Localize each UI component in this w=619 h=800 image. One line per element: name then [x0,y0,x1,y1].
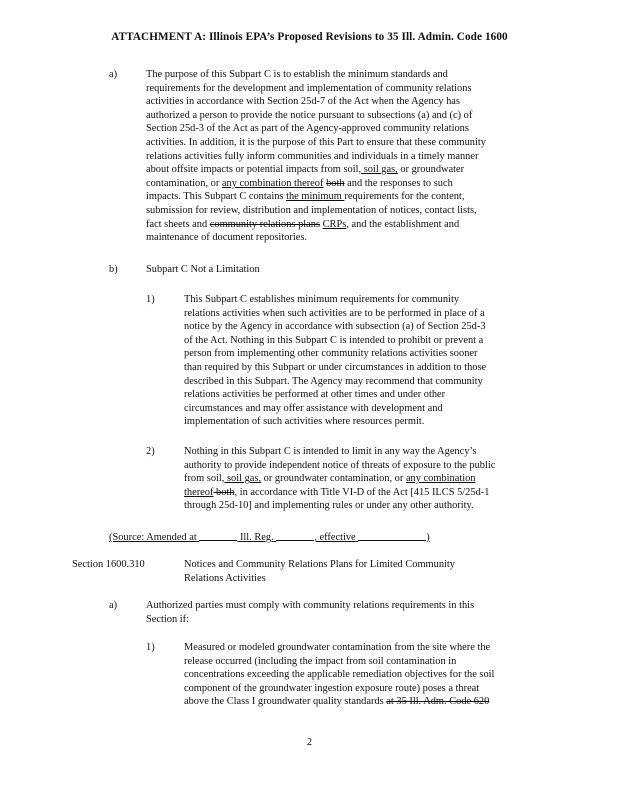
text-line: release occurred (including the impact from soil contamination in [184,655,457,667]
section-a-label: a) [109,600,118,611]
text-line: Nothing in this Subpart C is intended to limit in any way the Agency’s [184,446,477,457]
section-a1-label: 1) [146,642,155,653]
text-line: implementation of such activities where resources permit. [184,416,425,428]
text-line: relations activities be performed at other times and under other [184,389,446,401]
para-a [146,68,486,245]
para-b1-label: 1) [146,294,155,305]
text-line: The purpose of this Subpart C is to establish the minimum standards and [146,69,448,80]
para-b-label: b) [109,264,118,275]
deleted-text: both [326,177,345,189]
section-number: Section 1600.310 [72,559,145,570]
text-line: of the Act. Nothing in this Subpart C is intended to prohibit or prevent a [184,334,484,346]
text-line: This Subpart C establishes minimum requirements for community [184,294,460,305]
para-b1 [184,293,486,429]
text-line: circumstances and may offer assistance with development and [184,402,443,414]
text-line: Relations Activities [184,572,266,584]
text-line: relations activities when such activities are to be performed in place of a [184,307,485,319]
inserted-text: CRPs [322,218,347,230]
text-line: described in this Subpart. The Agency may recommend that community [184,375,483,387]
text-line: component of the groundwater ingestion exposure route) poses a threat [184,682,480,694]
text-line: relations activities fully inform communities and individuals in a timely manner [146,150,479,162]
text-line: Section 25d-3 of the Act as part of the Agency-approved community relations [146,123,469,135]
text-line: contamination, or any combination thereof both and the responses to such [146,177,453,189]
text-line: Measured or modeled groundwater contamination from the site where the [184,642,491,653]
text-line: Section if: [146,613,189,625]
attachment-title: ATTACHMENT A: Illinois EPA’s Proposed Revisions to 35 Ill. Admin. Code 1600 [111,31,508,43]
text-line: than required by this Subpart or under circumstances in addition to those [184,361,487,373]
deleted-text: at 35 Ill. Adm. Code 620 [386,696,490,708]
page-number: 2 [306,737,313,748]
text-line: maintenance of document repositories. [146,232,307,244]
deleted-text: both [213,486,235,498]
para-b2-label: 2) [146,446,155,457]
source-note: (Source: Amended at Ill. Reg. , effective ) [109,532,430,543]
text-line: concentrations exceeding the applicable remediation objectives for the soil [184,669,495,681]
text-line: impacts. This Subpart C contains the minimum requirements for the content, [146,191,465,203]
inserted-text: thereof [184,486,214,498]
text-line: Authorized parties must comply with community relations requirements in this [146,600,475,611]
inserted-text: any combination [405,473,476,485]
text-line: above the Class I groundwater quality standards at 35 Ill. Adm. Code 620 [184,696,490,708]
inserted-text: soil gas, [224,473,262,485]
section-a [146,599,474,626]
text-line: activities. In addition, it is the purpose of this Part to ensure that these community [146,136,486,148]
inserted-text: soil gas, [361,164,398,176]
blank-page [276,530,314,541]
text-line: submission for review, distribution and implementation of notices, contact lists, [146,204,477,216]
text-line: requirements for the development and implementation of community relations [146,82,472,94]
text-line: thereof both, in accordance with Title VI-D of the Act [415 ILCS 5/25d-1 [184,486,490,498]
deleted-text: community relations plans [209,218,321,230]
text-line: Notices and Community Relations Plans for Limited Community [184,559,456,570]
text-line: activities in accordance with Section 25d-7 of the Act when the Agency has [146,96,460,108]
blank-date [358,530,426,541]
para-a-label: a) [109,69,118,80]
blank-volume [199,530,237,541]
inserted-text: any combination thereof [221,177,324,189]
text-line: from soil, soil gas, or groundwater contamination, or any combination [184,473,476,485]
para-b-heading: Subpart C Not a Limitation [146,264,260,275]
section-title [184,558,455,585]
text-line: authorized a person to provide the notice pursuant to subsections (a) and (c) of [146,109,473,121]
text-line: through 25d-10] and implementing rules or under any other authority. [184,500,474,512]
section-a1 [184,641,494,709]
text-line: fact sheets and community relations plans CRPs, and the establishment and [146,218,460,230]
inserted-text: the minimum [286,191,345,203]
text-line: authority to provide independent notice of threats of exposure to the public [184,459,496,471]
text-line: person from implementing other community relations activities sooner [184,348,478,360]
para-b2 [184,445,495,513]
text-line: notice by the Agency in accordance with subsection (a) of Section 25d-3 [184,321,486,333]
text-line: about offsite impacts or potential impacts from soil, soil gas, or groundwater [146,164,465,176]
